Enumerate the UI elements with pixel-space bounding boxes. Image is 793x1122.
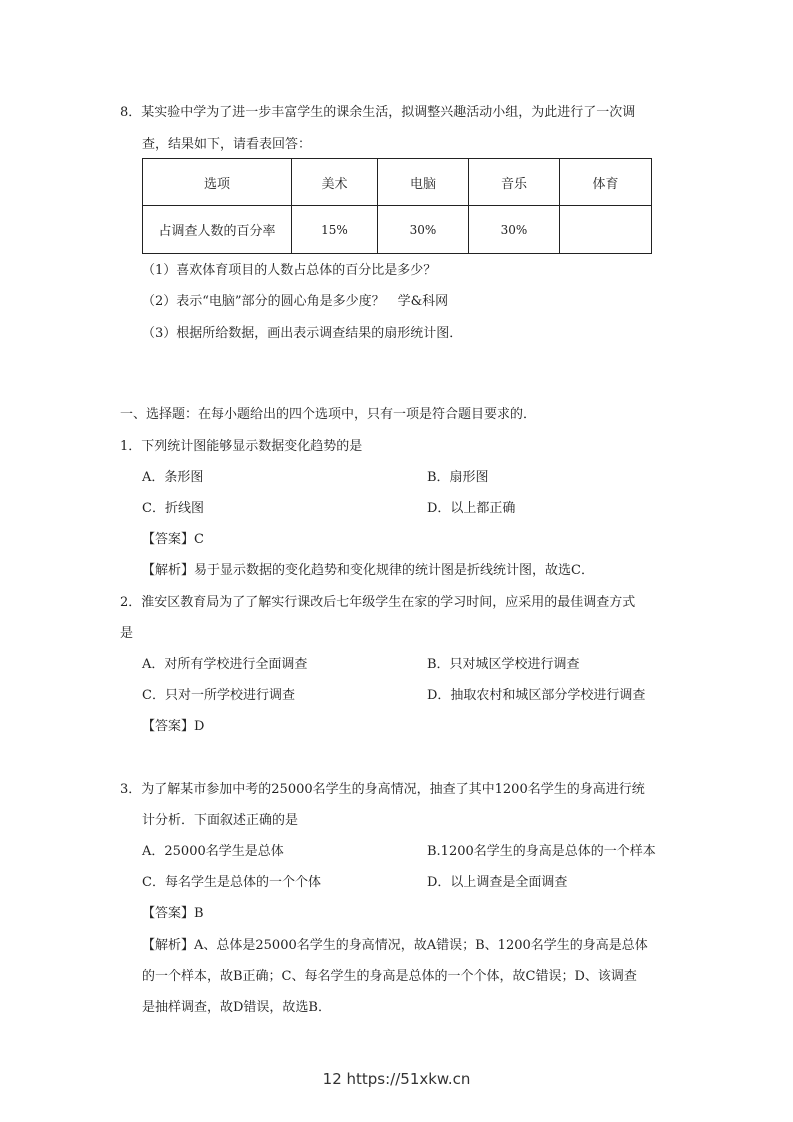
q8-sub2: （2）表示“电脑”部分的圆心角是多少度？ 学&科网 <box>142 294 449 309</box>
q1-option-b: B．扇形图 <box>427 470 489 485</box>
q3-option-b: B.1200名学生的身高是总体的一个样本 <box>427 844 656 859</box>
q2-answer: 【答案】D <box>142 719 205 734</box>
table-header-cell: 选项 <box>143 159 292 206</box>
table-header-cell: 美术 <box>292 159 378 206</box>
q3-analysis-line3: 是抽样调查，故D错误，故选B． <box>142 1000 331 1015</box>
q3-answer: 【答案】B <box>142 906 204 921</box>
q1-stem: 1．下列统计图能够显示数据变化趋势的是 <box>120 439 363 454</box>
q8-sub1: （1）喜欢体育项目的人数占总体的百分比是多少？ <box>142 263 437 278</box>
q3-stem-line1: 3．为了解某市参加中考的25000名学生的身高情况，抽查了其中1200名学生的身高进行统 <box>120 782 645 797</box>
q2-option-b: B．只对城区学校进行调查 <box>427 657 580 672</box>
q2-option-d: D．抽取农村和城区部分学校进行调查 <box>427 688 646 703</box>
table-cell: 30% <box>378 206 469 254</box>
section-heading: 一、选择题：在每小题给出的四个选项中，只有一项是符合题目要求的． <box>120 407 537 422</box>
q3-option-d: D．以上调查是全面调查 <box>427 875 568 890</box>
q1-option-d: D．以上都正确 <box>427 501 516 516</box>
table-cell: 15% <box>292 206 378 254</box>
table-header-cell: 电脑 <box>378 159 469 206</box>
q2-stem-line1: 2．淮安区教育局为了了解实行课改后七年级学生在家的学习时间，应采用的最佳调查方式 <box>120 595 636 610</box>
q3-analysis-line2: 的一个样本，故B正确；C、每名学生的身高是总体的一个个体，故C错误；D、该调查 <box>142 969 637 984</box>
q3-option-c: C．每名学生是总体的一个个体 <box>142 875 321 890</box>
table-header-row <box>143 159 652 206</box>
q2-option-a: A．对所有学校进行全面调查 <box>142 657 308 672</box>
table-header-cell: 音乐 <box>469 159 560 206</box>
table-cell: 占调查人数的百分率 <box>143 206 292 254</box>
q2-option-c: C．只对一所学校进行调查 <box>142 688 295 703</box>
q1-option-a: A．条形图 <box>142 470 204 485</box>
q3-analysis-line1: 【解析】A、总体是25000名学生的身高情况，故A错误；B、1200名学生的身高是总体 <box>142 938 648 953</box>
q3-option-a: A．25000名学生是总体 <box>142 844 284 859</box>
page-footer: 12 https://51xkw.cn <box>322 1070 471 1088</box>
q8-stem-line1: 8．某实验中学为了进一步丰富学生的课余生活，拟调整兴趣活动小组，为此进行了一次调 <box>120 105 636 120</box>
q8-sub3: （3）根据所给数据，画出表示调查结果的扇形统计图． <box>142 326 463 341</box>
table-cell-empty <box>560 206 652 254</box>
q1-analysis: 【解析】易于显示数据的变化趋势和变化规律的统计图是折线统计图，故选C． <box>142 563 594 578</box>
table-header-cell: 体育 <box>560 159 652 206</box>
q1-option-c: C．折线图 <box>142 501 204 516</box>
table-row <box>143 206 652 254</box>
q8-stem-line2: 查，结果如下，请看表回答： <box>142 137 312 152</box>
q1-answer: 【答案】C <box>142 532 204 547</box>
q3-stem-line2: 计分析．下面叙述正确的是 <box>142 813 299 828</box>
q2-stem-line2: 是 <box>120 626 134 641</box>
survey-table <box>142 158 652 254</box>
table-cell: 30% <box>469 206 560 254</box>
